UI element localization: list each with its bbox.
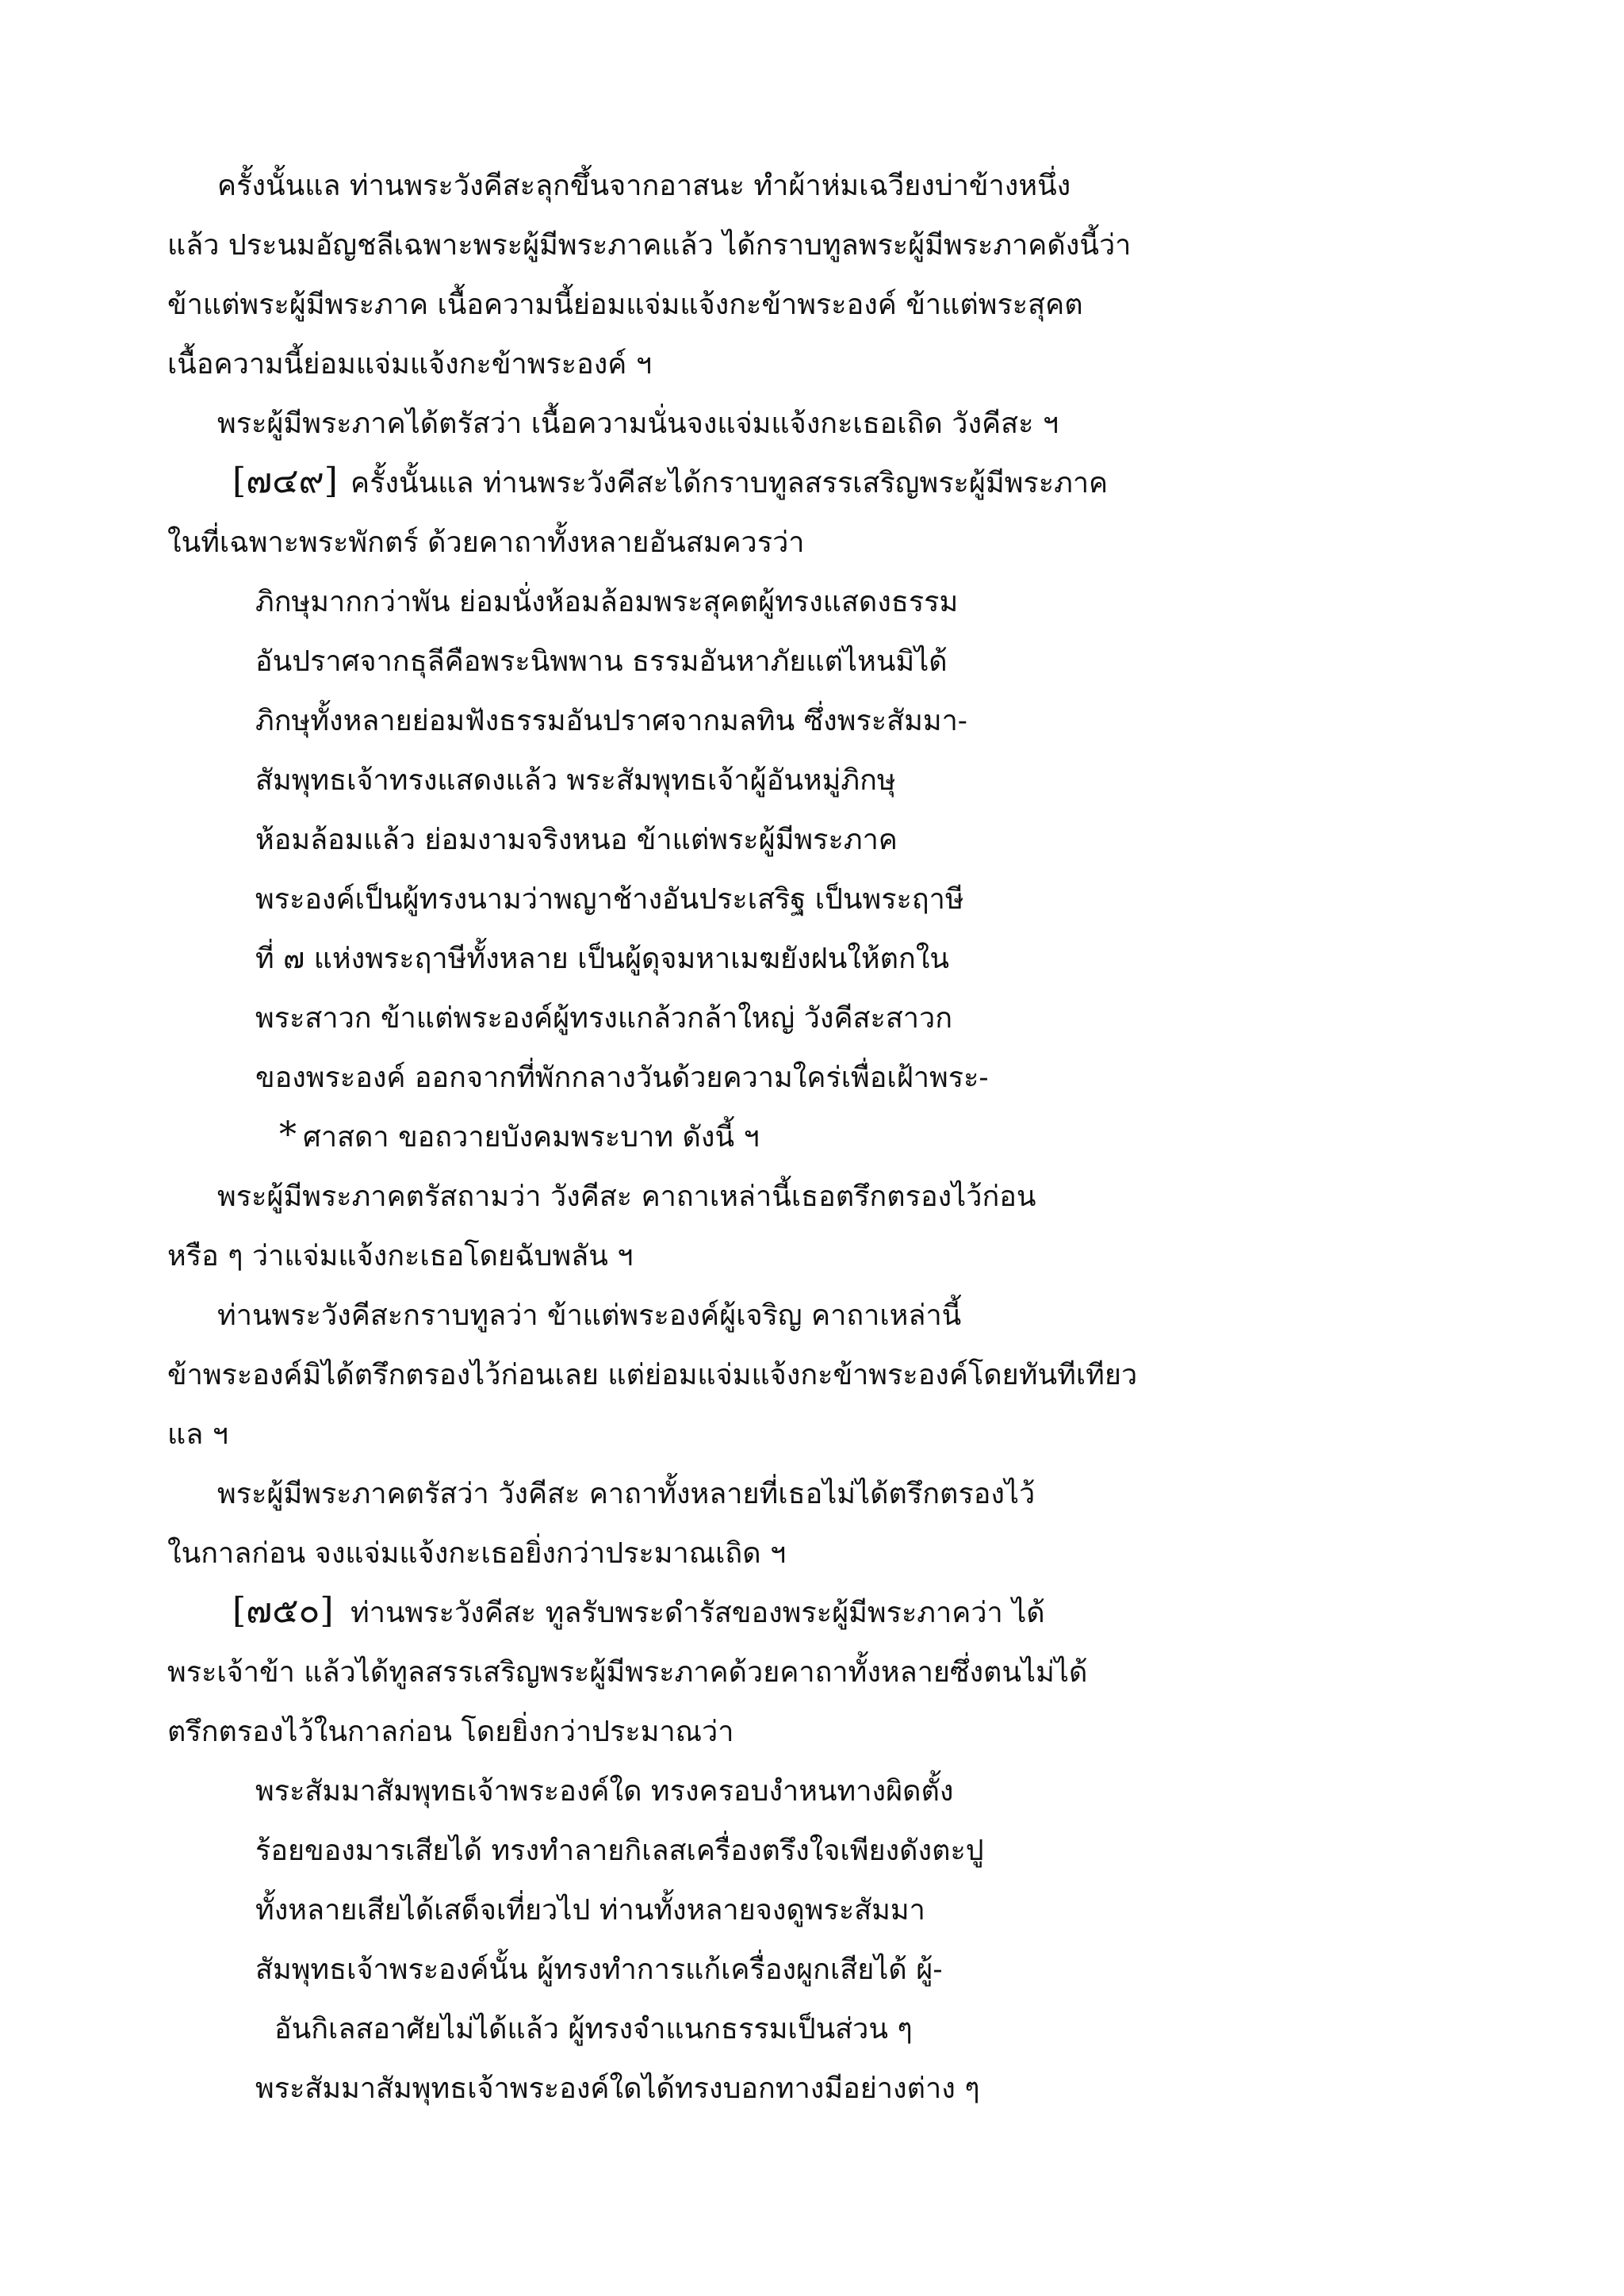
text-line: พระเจ้าข้า แล้วได้ทูลสรรเสริญพระผู้มีพระภาคด้วยคาถาทั้งหลายซึ่งตนไม่ได้ (167, 1656, 1088, 1689)
verse-line: พระสาวก ข้าแต่พระองค์ผู้ทรงแกล้วกล้าใหญ่ วังคีสะสาวก (255, 1002, 953, 1035)
verse-line: พระสัมมาสัมพุทธเจ้าพระองค์ใด ทรงครอบงำหนทางผิดตั้ง (255, 1775, 954, 1808)
text-line: ข้าแต่พระผู้มีพระภาค เนื้อความนี้ย่อมแจ่มแจ้งกะข้าพระองค์ ข้าแต่พระสุคต (167, 289, 1083, 321)
text-line: ข้าพระองค์มิได้ตรึกตรองไว้ก่อนเลย แต่ย่อมแจ่มแจ้งกะข้าพระองค์โดยทันทีเทียว (167, 1359, 1138, 1391)
text-line: เนื้อความนี้ย่อมแจ่มแจ้งกะข้าพระองค์ ฯ (167, 348, 653, 381)
text-line: ครั้งนั้นแล ท่านพระวังคีสะได้กราบทูลสรรเสริญพระผู้มีพระภาค (350, 467, 1109, 499)
text-line: ท่านพระวังคีสะ ทูลรับพระดำรัสของพระผู้มีพระภาคว่า ได้ (350, 1597, 1045, 1629)
footnote-asterisk: * (279, 1115, 297, 1155)
text-line: ในที่เฉพาะพระพักตร์ ด้วยคาถาทั้งหลายอันสมควรว่า (167, 526, 805, 559)
text-line: ในกาลก่อน จงแจ่มแจ้งกะเธอยิ่งกว่าประมาณเถิด ฯ (167, 1537, 787, 1570)
verse-line: ร้อยของมารเสียได้ ทรงทำลายกิเลสเครื่องตรึงใจเพียงดังตะปู (255, 1835, 984, 1867)
verse-line: ทั้งหลายเสียได้เสด็จเที่ยวไป ท่านทั้งหลายจงดูพระสัมมา (255, 1894, 925, 1927)
verse-line: สัมพุทธเจ้าพระองค์นั้น ผู้ทรงทำการแก้เครื่องผูกเสียได้ ผู้- (255, 1954, 943, 1986)
verse-line: ภิกษุทั้งหลายย่อมฟังธรรมอันปราศจากมลทิน ซึ่งพระสัมมา- (255, 705, 967, 737)
text-line: แล ฯ (167, 1418, 228, 1451)
verse-line: ห้อมล้อมแล้ว ย่อมงามจริงหนอ ข้าแต่พระผู้มีพระภาค (255, 824, 898, 856)
verse-line: ของพระองค์ ออกจากที่พักกลางวันด้วยความใคร่เพื่อเฝ้าพระ- (255, 1062, 989, 1094)
text-line: หรือ ๆ ว่าแจ่มแจ้งกะเธอโดยฉับพลัน ฯ (167, 1240, 634, 1272)
verse-line: พระองค์เป็นผู้ทรงนามว่าพญาช้างอันประเสริฐ เป็นพระฤาษี (255, 883, 964, 916)
text-line: ท่านพระวังคีสะกราบทูลว่า ข้าแต่พระองค์ผู้เจริญ คาถาเหล่านี้ (217, 1299, 962, 1332)
text-line: พระผู้มีพระภาคตรัสถามว่า วังคีสะ คาถาเหล่านี้เธอตรึกตรองไว้ก่อน (217, 1181, 1036, 1213)
verse-line: ภิกษุมากกว่าพัน ย่อมนั่งห้อมล้อมพระสุคตผู้ทรงแสดงธรรม (255, 586, 959, 618)
text-line: แล้ว ประนมอัญชลีเฉพาะพระผู้มีพระภาคแล้ว ได้กราบทูลพระผู้มีพระภาคดังนี้ว่า (167, 229, 1132, 262)
text-line: ตรึกตรองไว้ในกาลก่อน โดยยิ่งกว่าประมาณว่า (167, 1716, 734, 1748)
text-line: พระผู้มีพระภาคตรัสว่า วังคีสะ คาถาทั้งหลายที่เธอไม่ได้ตรึกตรองไว้ (217, 1478, 1036, 1510)
text-line: ครั้งนั้นแล ท่านพระวังคีสะลุกขึ้นจากอาสนะ ทำผ้าห่มเฉวียงบ่าข้างหนึ่ง (217, 170, 1071, 202)
verse-line: ศาสดา ขอถวายบังคมพระบาท ดังนี้ ฯ (303, 1121, 760, 1154)
section-number: [๗๕๐] (232, 1590, 334, 1631)
verse-line: พระสัมมาสัมพุทธเจ้าพระองค์ใดได้ทรงบอกทางมีอย่างต่าง ๆ (255, 2072, 980, 2105)
text-line: พระผู้มีพระภาคได้ตรัสว่า เนื้อความนั่นจงแจ่มแจ้งกะเธอเถิด วังคีสะ ฯ (217, 408, 1059, 440)
section-number: [๗๔๙] (232, 461, 338, 501)
verse-line: อันกิเลสอาศัยไม่ได้แล้ว ผู้ทรงจำแนกธรรมเป็นส่วน ๆ (274, 2013, 913, 2045)
verse-line: ที่ ๗ แห่งพระฤาษีทั้งหลาย เป็นผู้ดุจมหาเมฆยังฝนให้ตกใน (255, 943, 950, 975)
verse-line: สัมพุทธเจ้าทรงแสดงแล้ว พระสัมพุทธเจ้าผู้อันหมู่ภิกษุ (255, 764, 896, 797)
verse-line: อันปราศจากธุลีคือพระนิพพาน ธรรมอันหาภัยแต่ไหนมิได้ (255, 645, 948, 678)
